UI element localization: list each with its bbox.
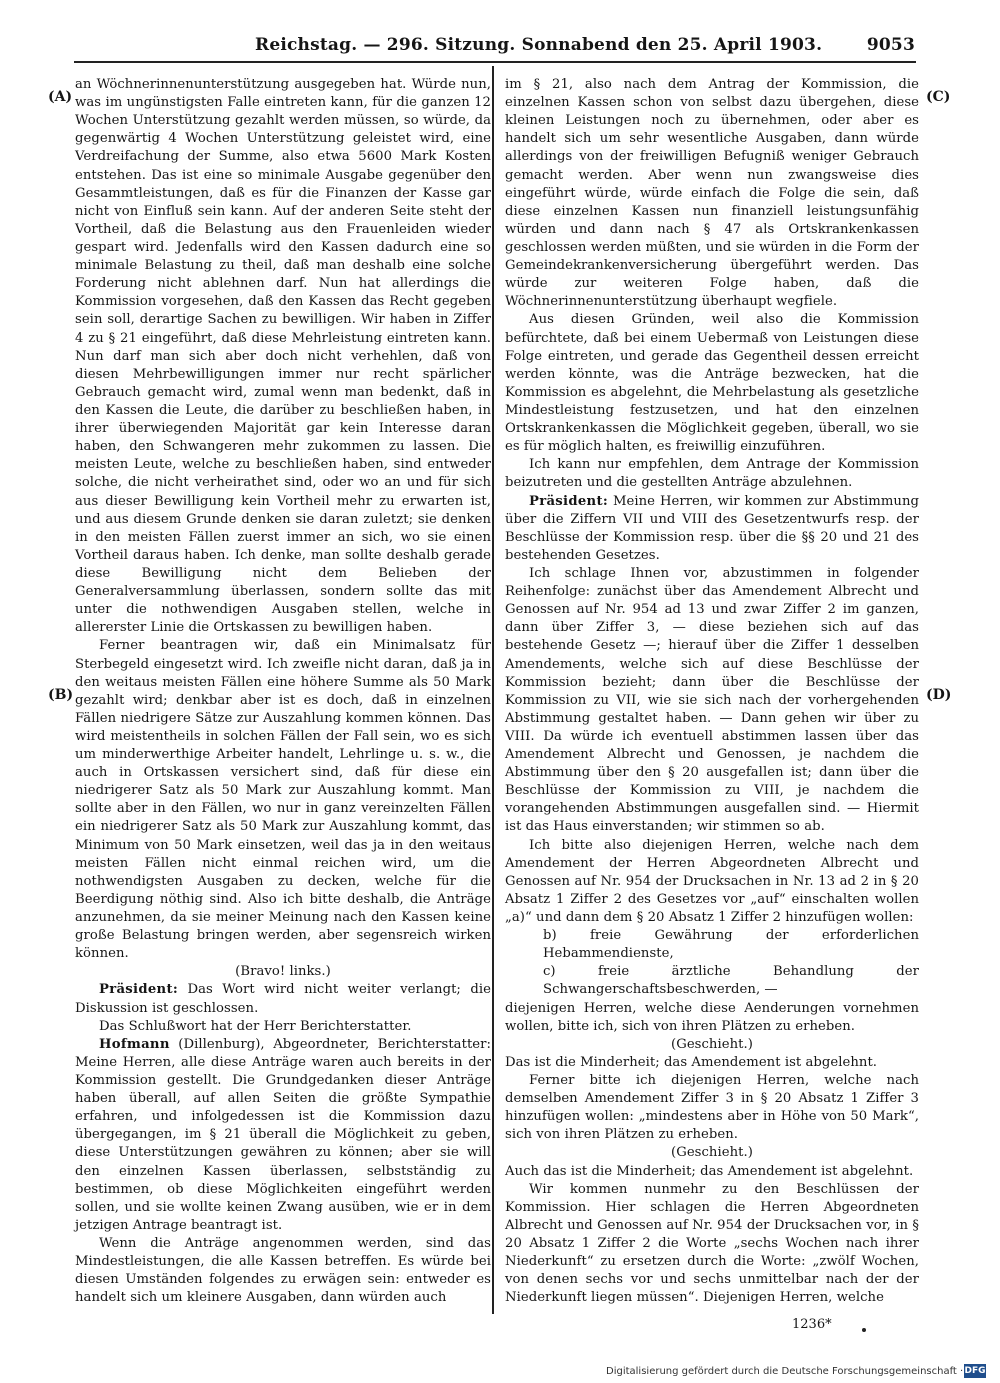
interjection: (Geschieht.) bbox=[671, 1145, 753, 1161]
page-number: 9053 bbox=[866, 35, 915, 55]
margin-marker-b: (B) bbox=[48, 687, 74, 703]
running-header bbox=[255, 33, 915, 59]
paragraph: Ich bitte also diejenigen Herren, welche nach dem Amendement der Herren Abgeordneten Albrecht und Genossen auf Nr. 954 der Drucksachen in Nr. 13 ad 2 in § 20 Absatz 1 Ziffer 2 des Gesetzes vor „auf“ einschalten wollen „a)“ und dann dem § 20 Absatz 1 Ziffer 2 hinzufügen wollen: bbox=[505, 837, 919, 926]
dfg-logo-text: DFG bbox=[964, 1366, 986, 1376]
speaker-paragraph: Hofmann (Dillenburg), Abgeordneter, Berichterstatter: Meine Herren, alle diese Anträge waren auch bereits in der Kommission gestellt. Die Grundgedanken dieser Anträge haben überall, auf allen Seiten die größte Sympathie erfahren, und infolgedessen ist die Kommission dazu übergegangen, im § 21 überall die Möglichkeit zu geben, diese Unterstützungen gewähren zu können; aber sie will den einzelnen Kassen überlassen, selbstständig zu bestimmen, ob diese Möglichkeiten eingeführt werden sollen, und sie wollte keinen Zwang ausüben, wie er in dem jetzigen Antrage beantragt ist. bbox=[75, 1036, 491, 1233]
paragraph: Wenn die Anträge angenommen werden, sind das Mindestleistungen, die alle Kassen betreffen. Es würde bei diesen Umständen folgendes zu erwägen sein: entweder es handelt sich um kleinere Ausgaben, dann würden auch bbox=[75, 1236, 491, 1306]
paragraph: Das Schlußwort hat der Herr Berichterstatter. bbox=[99, 1018, 412, 1034]
left-column bbox=[75, 76, 491, 1307]
speaker-name: Präsident: bbox=[99, 982, 179, 998]
list-item: c) freie ärztliche Behandlung der Schwangerschaftsbeschwerden, — bbox=[543, 964, 919, 998]
list-item: b) freie Gewährung der erforderlichen Hebammendienste, bbox=[543, 928, 919, 962]
speaker-name: Hofmann bbox=[99, 1036, 170, 1052]
dot-mark bbox=[862, 1328, 866, 1332]
running-title: Reichstag. — 296. Sitzung. Sonnabend den 25. April 1903. bbox=[255, 35, 823, 55]
header-rule bbox=[74, 61, 916, 63]
paragraph: Ferner bitte ich diejenigen Herren, welche nach demselben Amendement Ziffer 3 in § 20 Absatz 1 Ziffer 3 hinzufügen wollen: „mindestens aber in Höhe von 50 Mark“, sich von ihren Plätzen zu erheben. bbox=[505, 1073, 919, 1143]
paragraph: Aus diesen Gründen, weil also die Kommission befürchtete, daß bei einem Uebermaß von Leistungen diese Folge eintreten, und gerade das Gegentheil dessen erreicht werden könnte, was die Anträge bezwecken, hat die Kommission es abgelehnt, die Mehrbelastung als gesetzliche Mindestleistung festzusetzen, und hat den einzelnen Ortskrankenkassen die Möglichkeit gegeben, überall, wo sie es für möglich halten, es freiwillig einzuführen. bbox=[505, 312, 919, 455]
paragraph: Auch das ist die Minderheit; das Amendement ist abgelehnt. bbox=[505, 1163, 914, 1179]
paragraph: Ich schlage Ihnen vor, abzustimmen in folgender Reihenfolge: zunächst über das Amendement Albrecht und Genossen auf Nr. 954 ad 13 und zwar Ziffer 2 im ganzen, dann über Ziffer 3, — diese beziehen sich auf das bestehende Gesetz —; hierauf über die Ziffer 1 desselben Amendements, welche sich auf diese Beschlüsse der Kommission bezieht; dann über die Beschlüsse der Kommission zu VII, wie sie sich nach der vorhergehenden Abstimmung gestaltet haben. — Dann gehen wir über zu VIII. Da würde ich eventuell abstimmen lassen über das Amendement Albrecht und Genossen, je nachdem die Abstimmung über den § 20 ausgefallen ist; dann über die Beschlüsse der Kommission zu VIII, je nachdem die vorangehenden Abstimmungen ausgefallen sind. — Hiermit ist das Haus einverstanden; wir stimmen so ab. bbox=[505, 565, 919, 835]
paragraph: Das ist die Minderheit; das Amendement ist abgelehnt. bbox=[505, 1054, 878, 1070]
speaker-name: Präsident: bbox=[529, 493, 609, 509]
margin-marker-d: (D) bbox=[926, 687, 952, 703]
right-column bbox=[505, 76, 919, 1307]
paragraph: Wir kommen nunmehr zu den Beschlüssen der Kommission. Hier schlagen die Herren Abgeordneten Albrecht und Genossen auf Nr. 954 der Drucksachen vor, in § 20 Absatz 1 Ziffer 2 die Worte „sechs Wochen nach ihrer Niederkunft“ zu ersetzen durch die Worte: „zwölf Wochen, von denen sechs vor und sechs unmittelbar nach der der Niederkunft liegen müssen“. Diejenigen Herren, welche bbox=[505, 1181, 919, 1306]
margin-marker-a: (A) bbox=[48, 89, 73, 105]
interjection: (Bravo! links.) bbox=[235, 964, 331, 980]
paragraph: diejenigen Herren, welche diese Aenderungen vornehmen wollen, bitte ich, sich von ihren Plätzen zu erheben. bbox=[505, 1000, 919, 1034]
paragraph: im § 21, also nach dem Antrag der Kommission, die einzelnen Kassen schon von selbst dazu übergehen, diese kleinen Leistungen noch zu übernehmen, oder aber es handelt sich um sehr wesentliche Ausgaben, dann würde allerdings von der freiwilligen Befugniß weniger Gebrauch gemacht werden. Aber wenn nun zwangsweise dies eingeführt würde, würde einfach die Folge die sein, daß diese einzelnen Kassen nun finanziell leistungsunfähig würden und dann nach § 47 als Ortskrankenkassen geschlossen werden müßten, und sie würden in die Form der Gemeindekrankenversicherung übergeführt werden. Das würde zur weiteren Folge haben, daß die Wöchnerinnenunterstützung überhaupt wegfiele. bbox=[505, 77, 919, 310]
paragraph: an Wöchnerinnenunterstützung ausgegeben hat. Würde nun, was im ungünstigsten Falle eintreten kann, für die ganzen 12 Wochen Unterstützung gezahlt werden müssen, so würde, da gegenwärtig 4 Wochen Unterstützung geleistet wird, eine Verdreifachung der Summe, also etwa 5600 Mark Kosten entstehen. Das ist eine so minimale Ausgabe gegenüber den Gesammtleistungen, daß es für die Finanzen der Kasse gar nicht von Einfluß sein kann. Auf der anderen Seite steht der Vortheil, daß die Belastung aus den Frauenleiden wieder gespart wird. Jedenfalls wird den Kassen dadurch eine so minimale Belastung zu theil, daß man deshalb eine solche Forderung nicht ablehnen darf. Nun hat allerdings die Kommission vorgesehen, daß den Kassen das Recht gegeben sein soll, derartige Sachen zu bewilligen. Wir haben in Ziffer 4 zu § 21 eingeführt, daß diese Mehrleistung eintreten kann. Nun darf man sich aber doch nicht verhehlen, daß von diesen Mehrbewilligungen immer nur recht spärlicher Gebrauch gemacht wird, zumal wenn man bedenkt, daß in den Kassen die Leute, die darüber zu beschließen haben, in ihrer überwiegenden Majorität gar kein Interesse daran haben, den Schwangeren mehr zukommen zu lassen. Die meisten Leute, welche zu beschließen haben, sind entweder solche, die nicht verheirathet sind, oder wo an und für sich aus dieser Bewilligung kein Vortheil mehr zu erwarten ist, und aus diesem Grunde denken sie daran zuletzt; sie denken in den meisten Fällen zuerst immer an sich, wo sie einen Vortheil daraus haben. Ich denke, man sollte deshalb gerade diese Bewilligung nicht dem Belieben der Generalversammlung überlassen, sondern sollte das mit unter die nothwendigen Ausgaben stellen, welche in allererster Linie die Ortskassen zu bewilligen haben. bbox=[75, 77, 491, 636]
dfg-logo bbox=[964, 1364, 986, 1378]
column-divider bbox=[492, 66, 494, 1314]
speaker-paragraph: Präsident: Meine Herren, wir kommen zur Abstimmung über die Ziffern VII und VIII des Gesetzentwurfs resp. der Beschlüsse der Kommission resp. über die §§ 20 und 21 des bestehenden Gesetzes. bbox=[505, 493, 919, 563]
margin-marker-c: (C) bbox=[926, 89, 951, 105]
paragraph: Ich kann nur empfehlen, dem Antrage der Kommission beizutreten und die gestellten Anträge abzulehnen. bbox=[505, 457, 919, 491]
footer-credit: Digitalisierung gefördert durch die Deutsche Forschungsgemeinschaft · bbox=[606, 1366, 964, 1377]
signature-mark: 1236* bbox=[792, 1317, 832, 1332]
interjection: (Geschieht.) bbox=[671, 1036, 753, 1052]
paragraph: Ferner beantragen wir, daß ein Minimalsatz für Sterbegeld eingesetzt wird. Ich zweifle nicht daran, daß ja in den weitaus meisten Fällen eine höhere Summe als 50 Mark gezahlt wird; denkbar aber ist es doch, daß in einzelnen Fällen niedrigere Sätze zur Auszahlung kommen können. Das wird meistentheils in solchen Fällen der Fall sein, wo es sich um minderwerthige Arbeiter handelt, Lehrlinge u. s. w., die auch in Ortskassen versichert sind, daß für diese ein niedrigerer Satz als 50 Mark zur Auszahlung kommt. Man sollte aber in den Fällen, wo nur in ganz vereinzelten Fällen ein niedrigerer Satz als 50 Mark zur Auszahlung kommt, das Minimum von 50 Mark einsetzen, weil das ja in den weitaus meisten Fällen nicht einmal reichen wird, um die nothwendigsten Ausgaben zu decken, welche für die Beerdigung nöthig sind. Also ich bitte deshalb, die Anträge anzunehmen, da sie meiner Meinung nach den Kassen keine große Belastung bringen werden, aber segensreich wirken können. bbox=[75, 638, 491, 962]
speaker-paragraph: Präsident: Das Wort wird nicht weiter verlangt; die Diskussion ist geschlossen. bbox=[75, 982, 491, 1016]
